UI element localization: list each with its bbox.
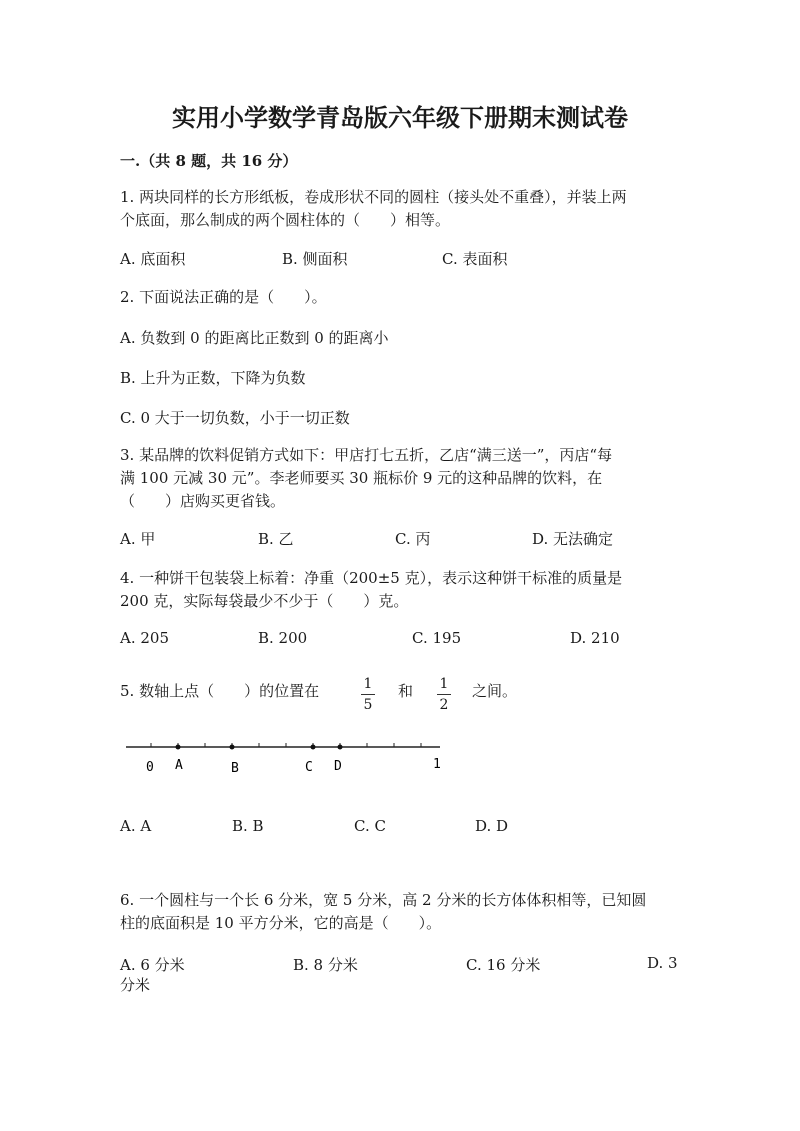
question-1-line-2: 个底面，那么制成的两个圆柱体的（ ）相等。 <box>120 211 451 229</box>
question-5-middle: 和 <box>398 682 414 700</box>
axis-label-zero: 0 <box>146 760 154 775</box>
question-6-option-c: C. 16 分米 <box>466 956 541 974</box>
question-1-option-b: B. 侧面积 <box>282 250 348 268</box>
question-4-option-c: C. 195 <box>412 629 462 647</box>
question-1-line-1: 1. 两块同样的长方形纸板，卷成形状不同的圆柱（接头处不重叠），并装上两 <box>120 188 627 206</box>
fraction-denominator: 5 <box>363 697 373 713</box>
question-5-prefix: 5. 数轴上点（ ）的位置在 <box>120 682 320 700</box>
question-4-option-b: B. 200 <box>258 629 308 647</box>
question-3-line-3: （ ）店购买更省钱。 <box>120 492 286 510</box>
page-title: 实用小学数学青岛版六年级下册期末测试卷 <box>172 103 628 132</box>
fraction-bar <box>361 694 375 695</box>
question-5-option-b: B. B <box>232 817 264 835</box>
axis-label-b: B <box>231 761 239 776</box>
number-line <box>120 735 450 780</box>
question-5-option-d: D. D <box>475 817 509 835</box>
point-c-marker <box>311 745 316 750</box>
fraction-one-half <box>434 676 454 713</box>
question-5-suffix: 之间。 <box>472 682 518 700</box>
fraction-denominator: 2 <box>439 697 449 713</box>
axis-label-c: C <box>305 760 313 775</box>
question-3-option-d: D. 无法确定 <box>532 530 614 548</box>
point-b-marker <box>230 745 235 750</box>
question-3-line-1: 3. 某品牌的饮料促销方式如下：甲店打七五折，乙店“满三送一”，丙店“每 <box>120 446 613 464</box>
axis-label-d: D <box>334 759 342 774</box>
question-3-option-b: B. 乙 <box>258 530 294 548</box>
question-1-option-c: C. 表面积 <box>442 250 508 268</box>
question-2-line-1: 2. 下面说法正确的是（ ）。 <box>120 288 327 306</box>
fraction-one-fifth <box>358 676 378 713</box>
fraction-numerator: 1 <box>363 676 373 692</box>
question-4-line-2: 200 克，实际每袋最少不少于（ ）克。 <box>120 592 409 610</box>
question-4-line-1: 4. 一种饼干包装袋上标着：净重（200±5 克），表示这种饼干标准的质量是 <box>120 569 623 587</box>
fraction-bar <box>437 694 451 695</box>
question-6-line-2: 柱的底面积是 10 平方分米，它的高是（ ）。 <box>120 914 442 932</box>
point-a-marker <box>176 745 181 750</box>
axis-label-one: 1 <box>433 757 441 772</box>
point-d-marker <box>338 745 343 750</box>
question-3-line-2: 满 100 元减 30 元”。李老师要买 30 瓶标价 9 元的这种品牌的饮料，在 <box>120 469 603 487</box>
question-2-option-b: B. 上升为正数，下降为负数 <box>120 369 306 387</box>
question-6-line-1: 6. 一个圆柱与一个长 6 分米，宽 5 分米，高 2 分米的长方体体积相等，已知圆 <box>120 891 647 909</box>
question-5-option-a: A. A <box>120 817 152 835</box>
axis-label-a: A <box>175 758 183 773</box>
question-6-option-d: D. 3 <box>647 954 678 972</box>
question-6-option-a: A. 6 分米 <box>120 956 185 974</box>
section-heading: 一.（共 8 题，共 16 分） <box>120 152 298 170</box>
question-6-option-d-wrap: 分米 <box>120 976 151 994</box>
question-1-option-a: A. 底面积 <box>120 250 186 268</box>
question-2-option-a: A. 负数到 0 的距离比正数到 0 的距离小 <box>120 329 389 347</box>
question-6-option-b: B. 8 分米 <box>293 956 358 974</box>
question-5-option-c: C. C <box>354 817 386 835</box>
fraction-numerator: 1 <box>439 676 449 692</box>
question-3-option-a: A. 甲 <box>120 530 156 548</box>
question-3-option-c: C. 丙 <box>395 530 431 548</box>
question-4-option-d: D. 210 <box>570 629 620 647</box>
question-2-option-c: C. 0 大于一切负数，小于一切正数 <box>120 409 350 427</box>
question-4-option-a: A. 205 <box>120 629 169 647</box>
